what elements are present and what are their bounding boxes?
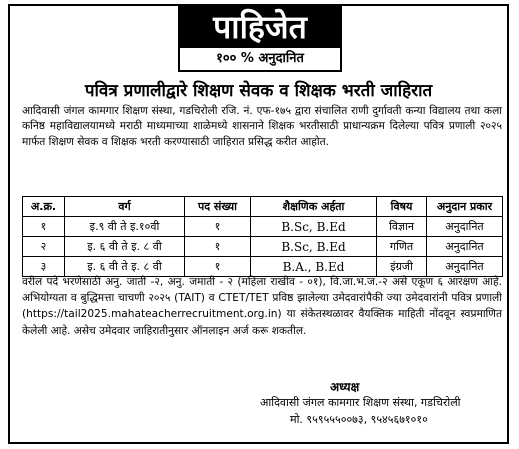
table-header-row — [23, 197, 503, 217]
banner-subtitle: १०० % अनुदानित — [178, 48, 342, 72]
cell-serial: २ — [23, 237, 65, 257]
header-posts: पद संख्या — [185, 197, 251, 217]
cell-grant-type: अनुदानित — [427, 217, 503, 237]
cell-grant-type: अनुदानित — [427, 257, 503, 277]
cell-qualification: B.A., B.Ed — [251, 257, 377, 277]
advertisement-heading: पवित्र प्रणालीद्वारे शिक्षण सेवक व शिक्षक भरती जाहिरात — [84, 81, 433, 101]
cell-serial: १ — [23, 217, 65, 237]
header-grant-type: अनुदान प्रकार — [427, 197, 503, 217]
cell-class: इ. ६ वी ते इ. ८ वी — [65, 237, 185, 257]
contact-phone: मो. ९५९५५५००७३, ९५४५६७१०१० — [290, 413, 428, 426]
table-row — [23, 237, 503, 257]
cell-serial: ३ — [23, 257, 65, 277]
cell-class: इ.९ वी ते इ.१०वी — [65, 217, 185, 237]
cell-posts: १ — [185, 257, 251, 277]
cell-class: इ. ६ वी ते इ. ८ वी — [65, 257, 185, 277]
header-qualification: शैक्षणिक अर्हता — [251, 197, 377, 217]
cell-subject: इंग्रजी — [377, 257, 427, 277]
cell-posts: १ — [185, 237, 251, 257]
cell-grant-type: अनुदानित — [427, 237, 503, 257]
intro-paragraph: आदिवासी जंगल कामगार शिक्षण संस्था, गडचिरोली रजि. नं. एफ-१७५ द्वारा संचालित राणी दुर्गावती कन्या विद्यालय तथा कला कनिष्ठ महाविद्यालयामध्ये मराठी माध्यमाच्या शाळेमध्ये शासनाने शिक्षक भरतीसाठी प्राधान्यक्रम दिलेल्या पवित्र प्रणाली २०२५ मार्फत शिक्षण सेवक व शिक्षक भरती करण्यासाठी जाहिरात प्रसिद्ध करीत आहोत. — [22, 105, 502, 148]
table-row — [23, 217, 503, 237]
signatory-title: अध्यक्ष — [330, 380, 360, 394]
header-class: वर्ग — [65, 197, 185, 217]
header-serial: अ.क्र. — [23, 197, 65, 217]
signatory-organization: आदिवासी जंगल कामगार शिक्षण संस्था, गडचिरोली — [260, 396, 461, 409]
cell-posts: १ — [185, 217, 251, 237]
details-paragraph: वरील पदे भरणेसाठी अनु. जाती -२, अनु. जमाती - २ (महिला राखीव - ०१), वि.जा.भ.ज.-२ असे एकूण ६ आरक्षण आहे. अभियोग्यता व बुद्धिमत्ता चाचणी २०२५ (TAIT) व CTET/TET प्रविष्ठ झालेल्या उमेदवारांपैकी ज्या उमेदवारांनी पवित्र प्रणाली (https://tail2025.mahateacherrecruitment.org.in) या संकेतस्थळावर वैयक्तिक माहिती नोंदवून स्वप्रमाणित केलेली आहे. असेच उमेदवार जाहिरातीनुसार ऑनलाइन अर्ज करू शकतील. — [22, 276, 503, 337]
cell-qualification: B.Sc, B.Ed — [251, 217, 377, 237]
cell-subject: विज्ञान — [377, 217, 427, 237]
vacancy-table — [22, 196, 503, 277]
cell-subject: गणित — [377, 237, 427, 257]
cell-qualification: B.Sc, B.Ed — [251, 237, 377, 257]
header-subject: विषय — [377, 197, 427, 217]
banner-title: पाहिजेत — [178, 6, 342, 48]
